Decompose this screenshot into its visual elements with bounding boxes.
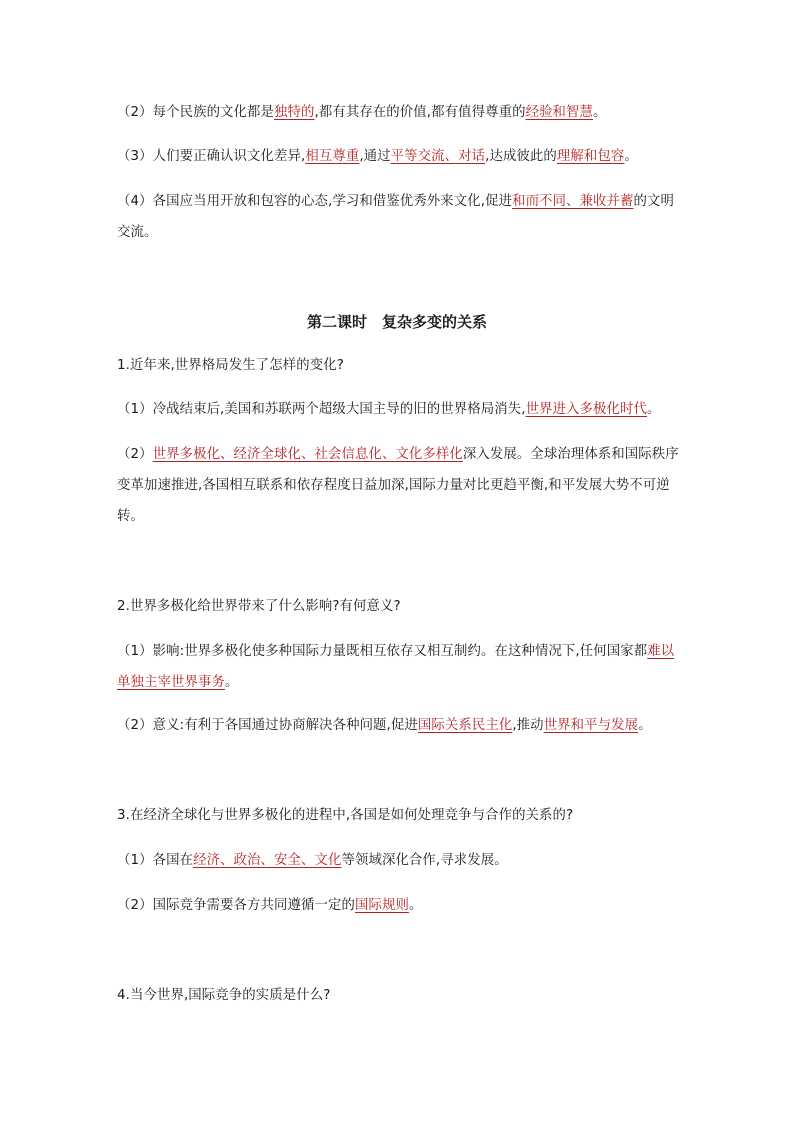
text-run: 。 — [224, 675, 239, 690]
highlighted-keyword: 相互尊重 — [305, 149, 360, 164]
highlighted-keyword: 难以单独主宰世界事务 — [117, 644, 675, 690]
question-2 — [117, 591, 687, 622]
highlighted-keyword: 世界和平与发展 — [543, 718, 639, 733]
highlighted-keyword: 国际关系民主化 — [417, 718, 513, 733]
highlighted-keyword: 和而不同、兼收并蓄 — [512, 194, 634, 209]
answer-3-1 — [117, 845, 687, 876]
text-run: （2）国际竞争需要各方共同遵循一定的 — [117, 898, 355, 913]
question-1 — [117, 350, 687, 381]
text-run: （1）各国在 — [117, 853, 194, 868]
highlighted-keyword: 国际规则 — [354, 898, 409, 913]
answer-1-1 — [117, 394, 687, 425]
answer-2-2 — [117, 710, 687, 741]
text-run: 1.近年来,世界格局发生了怎样的变化? — [117, 358, 344, 373]
text-run: 3.在经济全球化与世界多极化的进程中,各国是如何处理竞争与合作的关系的? — [117, 808, 574, 823]
text-run: 2.世界多极化给世界带来了什么影响?有何意义? — [117, 599, 401, 614]
text-run: 第二课时 复杂多变的关系 — [306, 313, 487, 331]
text-run: 。 — [624, 149, 638, 164]
section-title — [0, 310, 794, 334]
text-run: 的文明交流。 — [117, 194, 674, 240]
highlighted-keyword: 经济、政治、安全、文化 — [193, 853, 342, 868]
answer-2-1 — [117, 636, 687, 698]
question-4 — [117, 980, 687, 1011]
text-run: （1）影响:世界多极化使多种国际力量既相互依存又相互制约。在这种情况下,任何国家都 — [117, 644, 648, 659]
answer-1-2 — [117, 439, 687, 532]
paragraph-culture-4 — [117, 186, 687, 248]
text-run: 。 — [638, 718, 652, 733]
text-run: （2） — [117, 447, 153, 462]
text-run: （2）每个民族的文化都是 — [117, 105, 275, 120]
text-run: ,达成彼此的 — [485, 149, 557, 164]
text-run: ,通过 — [359, 149, 391, 164]
text-run: 。 — [593, 105, 607, 120]
text-run: （2）意义:有利于各国通过协商解决各种问题,促进 — [117, 718, 418, 733]
paragraph-culture-2 — [117, 97, 687, 128]
text-run: 。 — [408, 898, 423, 913]
highlighted-keyword: 独特的 — [274, 105, 315, 120]
text-run: 等领域深化合作,寻求发展。 — [341, 853, 508, 868]
answer-3-2 — [117, 890, 687, 921]
text-run: （1）冷战结束后,美国和苏联两个超级大国主导的旧的世界格局消失, — [117, 402, 526, 417]
text-run: 4.当今世界,国际竞争的实质是什么? — [117, 988, 331, 1003]
question-3 — [117, 800, 687, 831]
highlighted-keyword: 世界进入多极化时代 — [525, 402, 647, 417]
highlighted-keyword: 经验和智慧 — [525, 105, 594, 120]
text-run: ,都有其存在的价值,都有值得尊重的 — [314, 105, 526, 120]
text-run: ,推动 — [512, 718, 544, 733]
text-run: （4）各国应当用开放和包容的心态,学习和借鉴优秀外来文化,促进 — [117, 194, 513, 209]
highlighted-keyword: 平等交流、对话 — [390, 149, 486, 164]
text-run: （3）人们要正确认识文化差异, — [117, 149, 306, 164]
highlighted-keyword: 理解和包容 — [556, 149, 625, 164]
text-run: 深入发展。全球治理体系和国际秩序变革加速推进,各国相互联系和依存程度日益加深,国际力量对比更趋平衡,和平发展大势不可逆转。 — [117, 447, 679, 524]
text-run: 。 — [646, 402, 661, 417]
paragraph-culture-3 — [117, 141, 687, 172]
highlighted-keyword: 世界多极化、经济全球化、社会信息化、文化多样化 — [152, 447, 463, 462]
